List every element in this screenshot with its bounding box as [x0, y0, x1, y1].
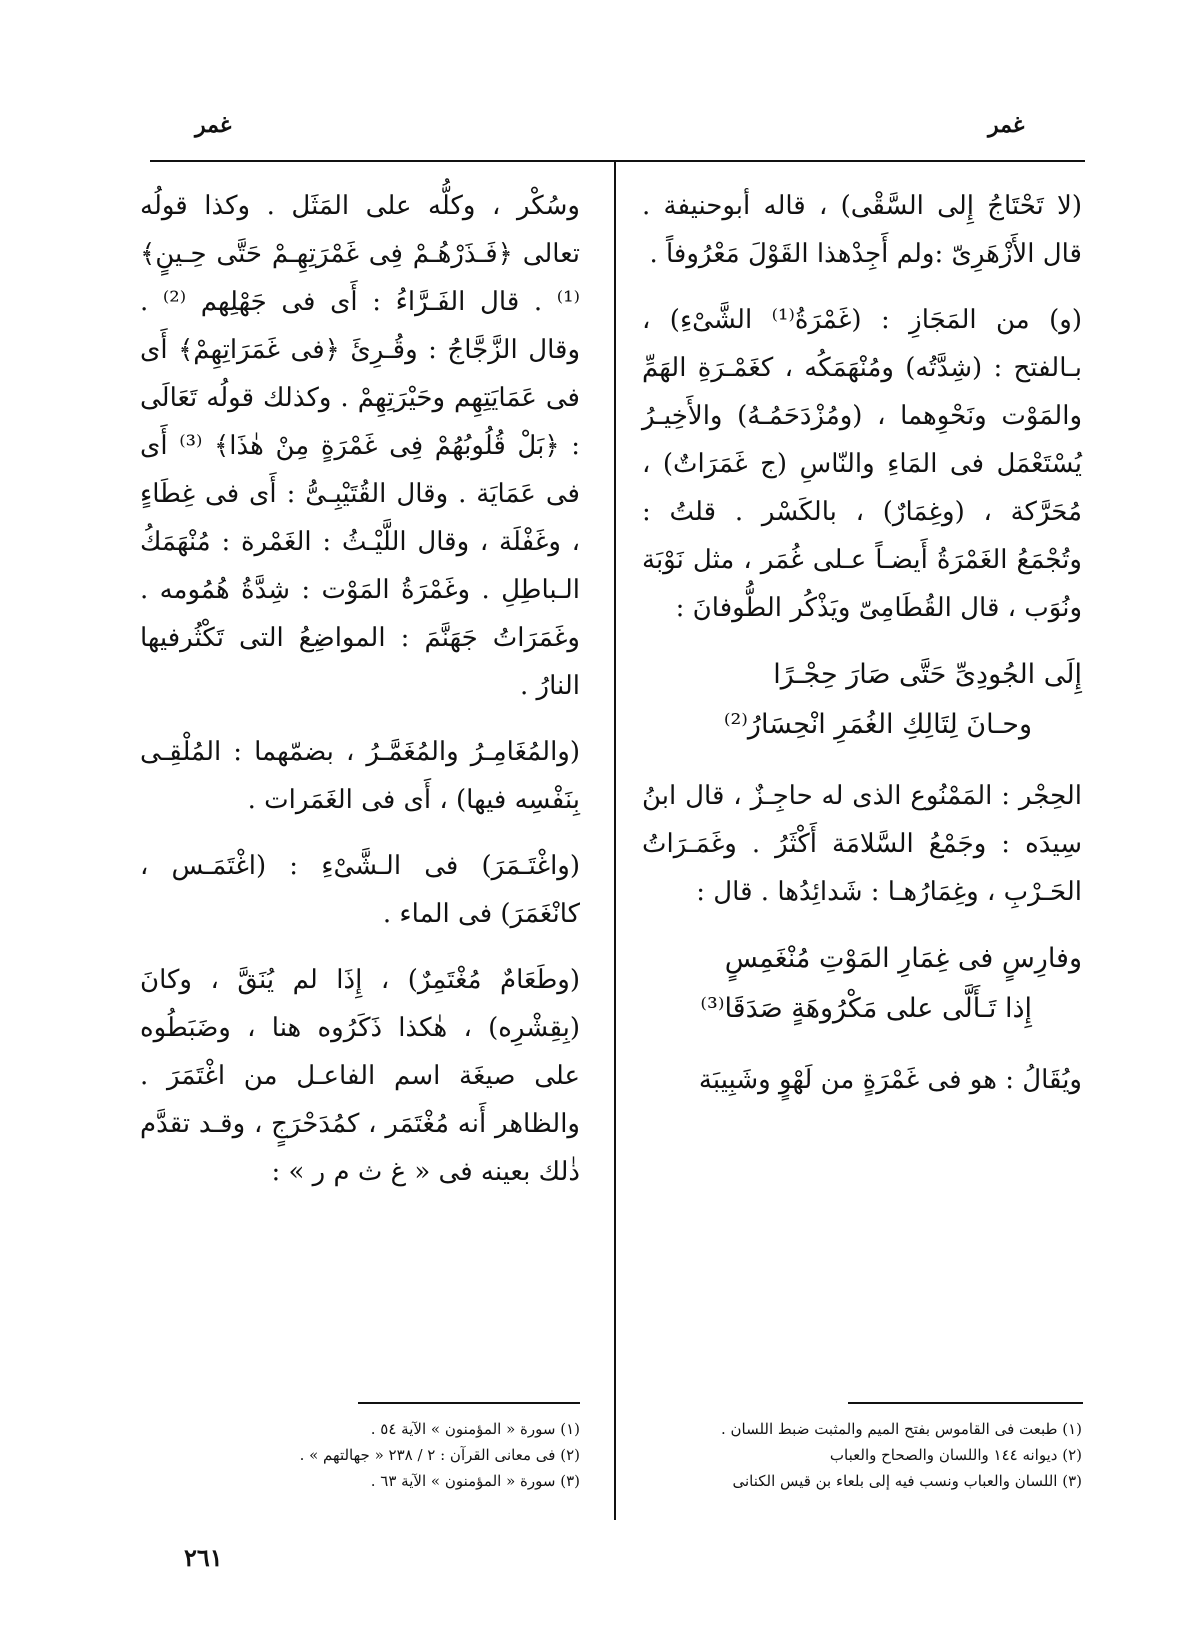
verse-1-line-2: وحـانَ لِتَالِكِ الغُمَرِ انْحِسَارُ⁽²⁾: [723, 709, 1032, 740]
verse-2-line-1: وفارِسٍ فى غِمَارِ المَوْتِ مُنْغَمِسٍ: [724, 943, 1082, 974]
footnote-rule-left: [358, 1402, 580, 1404]
right-column: [642, 182, 1082, 1110]
footnote-rule-right: [848, 1402, 1083, 1404]
footnotes-right: [642, 1416, 1082, 1494]
footnote: (٣) سورة « المؤمنون » الآية ٦٣ .: [370, 1472, 580, 1490]
right-paragraph-3: الحِجْر : المَمْنُوع الذى له حاجِـزٌ ، قال ابنُ سِيدَه : وجَمْعُ السَّلامَة أَكْثَرُ . وغَمَـرَاتُ الحَـرْبِ ، وغِمَارُهـا : شَدائِدُها . قال :: [642, 781, 1082, 907]
footnote: (١) سورة « المؤمنون » الآية ٥٤ .: [370, 1420, 580, 1438]
verse-1-line-1: إِلَى الجُودِىِّ حَتَّى صَارَ حِجْـرًا: [773, 659, 1082, 690]
footnotes-left: [240, 1416, 580, 1494]
header-rule: [150, 160, 1085, 162]
right-paragraph-4: ويُقَالُ : هو فى غَمْرَةٍ من لَهْوٍ وشَبِيبَة: [698, 1065, 1082, 1095]
running-head-right: غمر: [988, 112, 1025, 138]
right-paragraph-2: (و) من المَجَازِ : (غَمْرَةُ⁽¹⁾ الشَّىْءِ) ، بـالفتح : (شِدَّتُه) ومُنْهَمَكُه ، كغَمْـرَةِ الهَمِّ والمَوْت ونَحْوِهما ، (ومُزْدَحَمُـهُ) والأَخِيـرُ يُسْتَعْمَل فى المَاءِ والنّاسِ (ج غَمَرَاتٌ) ، مُحَرَّكة ، (وغِمَارٌ) ، بالكَسْر . قلتُ : وتُجْمَعُ الغَمْرَةُ أَيضـاً عـلى غُمَر ، مثل نَوْبَة ونُوَب ، قال القُطَامِىّ ويَذْكُر الطُّوفانَ :: [642, 305, 1082, 623]
footnote: (٢) فى معانى القرآن : ٢ / ٢٣٨ « جهالتهم » .: [299, 1446, 580, 1464]
footnote: (١) طبعت فى القاموس بفتح الميم والمثبت ضبط اللسان .: [720, 1420, 1082, 1438]
left-paragraph-4: (وطَعَامٌ مُغْتَمِرٌ) ، إِذَا لم يُنَقَّ ، وكانَ (بِقِشْرِه) ، هٰكذا ذَكَرُوه هنا ، وضَبَطُوه على صيغَة اسم الفاعـل من اغْتَمَرَ . والظاهر أَنه مُغْتَمَر ، كمُدَحْرَجٍ ، وقـد تقدَّم ذٰلك بعينه فى « غ ث م ر » :: [140, 965, 580, 1187]
right-paragraph-1: (لا تَحْتَاجُ إِلى السَّقْى) ، قاله أبوحنيفة . قال الأَزْهَرِىّ :ولم أَجِدْهذا القَوْلَ مَعْرُوفاً .: [642, 191, 1082, 269]
left-column: [140, 182, 580, 1202]
verse-2: [642, 934, 1082, 1034]
verse-1: [642, 650, 1082, 750]
verse-2-line-2: إِذا تَـأَلَّى على مَكْرُوهَةٍ صَدَقَا⁽³⁾: [700, 993, 1032, 1024]
footnote: (٢) ديوانه ١٤٤ واللسان والصحاح والعباب: [829, 1446, 1082, 1464]
page-number: ٢٦١: [184, 1543, 223, 1572]
left-paragraph-1: وسُكْر ، وكلُّه على المَثَل . وكذا قولُه تعالى ﴿فَـذَرْهُـمْ فِى غَمْرَتِهِـمْ حَتَّى حِـينٍ﴾ ⁽¹⁾ . قال الفَـرَّاءُ : أَى فى جَهْلِهم ⁽²⁾ . وقال الزَّجَّاجُ : وقُـرِئَ ﴿فى غَمَرَاتِهِمْ﴾ أَى فى عَمَايَتِهِم وحَيْرَتِهِمْ . وكذلك قولُه تَعَالَى : ﴿بَلْ قُلُوبُهُمْ فِى غَمْرَةٍ مِنْ هٰذَا﴾ ⁽³⁾ أَى فى عَمَايَة . وقال القُتَيْبِـىُّ : أَى فى غِطَاءٍ ، وغَفْلَة ، وقال اللَّيْـثُ : الغَمْرة : مُنْهَمَكُ الـباطِلِ . وغَمْرَةُ المَوْت : شِدَّةُ هُمُومه . وغَمَرَاتُ جَهَنَّمَ : المواضِعُ التى تَكْثُرفيها النارُ .: [140, 191, 580, 701]
left-paragraph-2: (والمُغَامِـرُ والمُغَمَّـرُ ، بضمّهما : المُلْقِـى بِنَفْسِه فيها) ، أَى فى الغَمَرات .: [140, 737, 580, 815]
left-paragraph-3: (واغْتَـمَرَ) فى الـشَّىْءِ : (اغْتَمَـس ، كانْغَمَرَ) فى الماء .: [140, 851, 580, 929]
column-divider: [614, 160, 616, 1520]
running-head-left: غمر: [195, 112, 232, 138]
footnote: (٣) اللسان والعباب ونسب فيه إلى بلعاء بن قيس الكنانى: [732, 1472, 1082, 1490]
